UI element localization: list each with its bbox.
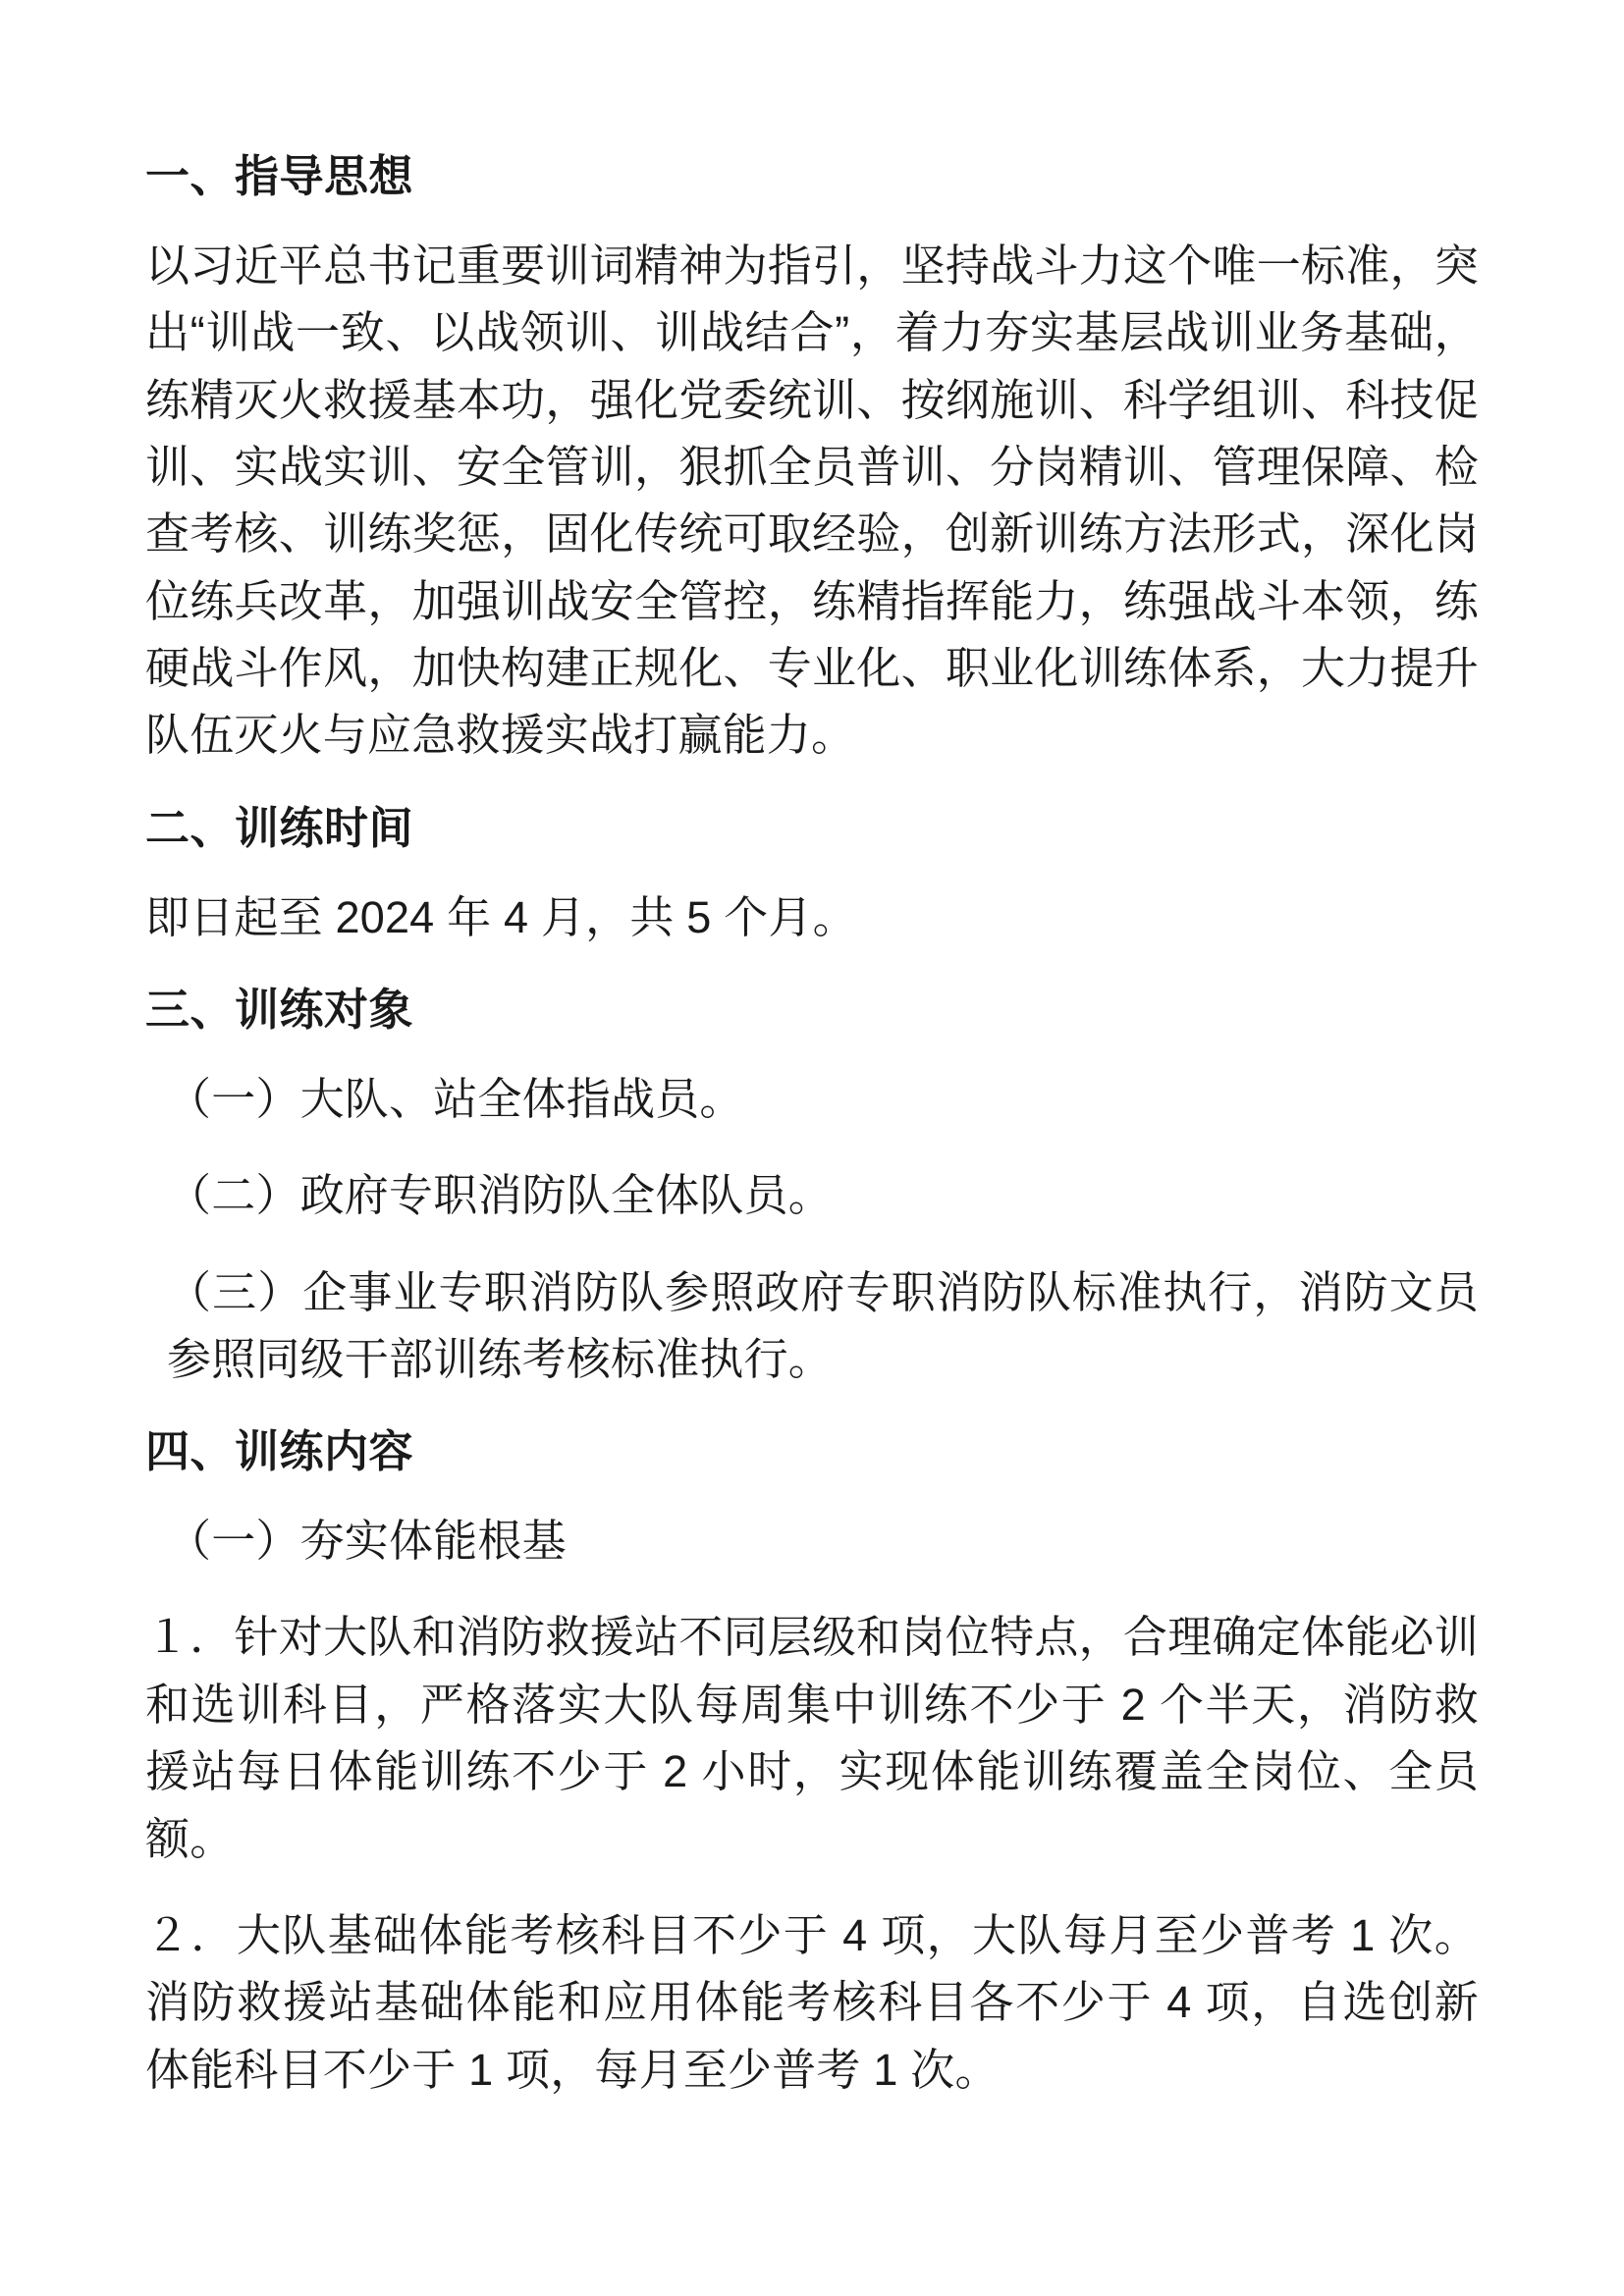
paragraph-content-subheading-1: （一）夯实体能根基 [167, 1516, 567, 1567]
section-heading-3: 三、训练对象 [145, 985, 414, 1036]
paragraph-training-time: 即日起至 2024 年 4 月，共 5 个月。 [145, 891, 857, 942]
paragraph-object-2: （二）政府专职消防队全体队员。 [167, 1170, 834, 1221]
document-body [145, 147, 1479, 2104]
paragraph-content-item-2: ２．大队基础体能考核科目不少于 4 项，大队每月至少普考 1 次。消防救援站基础体能和应用体能考核科目各不少于 4 项，自选创新体能科目不少于 1 项，每月至少普考 1 次。 [145, 1910, 1479, 2095]
section-heading-2: 二、训练时间 [145, 802, 414, 853]
paragraph-content-item-1: １．针对大队和消防救援站不同层级和岗位特点，合理确定体能必训和选训科目，严格落实大队每周集中训练不少于 2 个半天，消防救援站每日体能训练不少于 2 小时，实现体能训练覆盖全岗位、全员额。 [145, 1612, 1479, 1864]
section-heading-4: 四、训练内容 [145, 1426, 414, 1477]
paragraph-guiding-ideology: 以习近平总书记重要训词精神为指引，坚持战斗力这个唯一标准，突出“训战一致、以战领训、训战结合”，着力夯实基层战训业务基础，练精灭火救援基本功，强化党委统训、按纲施训、科学组训、科技促训、实战实训、安全管训，狠抓全员普训、分岗精训、管理保障、检查考核、训练奖惩，固化传统可取经验，创新训练方法形式，深化岗位练兵改革，加强训战安全管控，练精指挥能力，练强战斗本领，练硬战斗作风，加快构建正规化、专业化、职业化训练体系，大力提升队伍灭火与应急救援实战打赢能力。 [145, 240, 1479, 761]
paragraph-object-1: （一）大队、站全体指战员。 [167, 1073, 744, 1124]
paragraph-object-3: （三）企事业专职消防队参照政府专职消防队标准执行，消防文员参照同级干部训练考核标准执行。 [167, 1266, 1479, 1384]
section-heading-1: 一、指导思想 [145, 151, 414, 201]
